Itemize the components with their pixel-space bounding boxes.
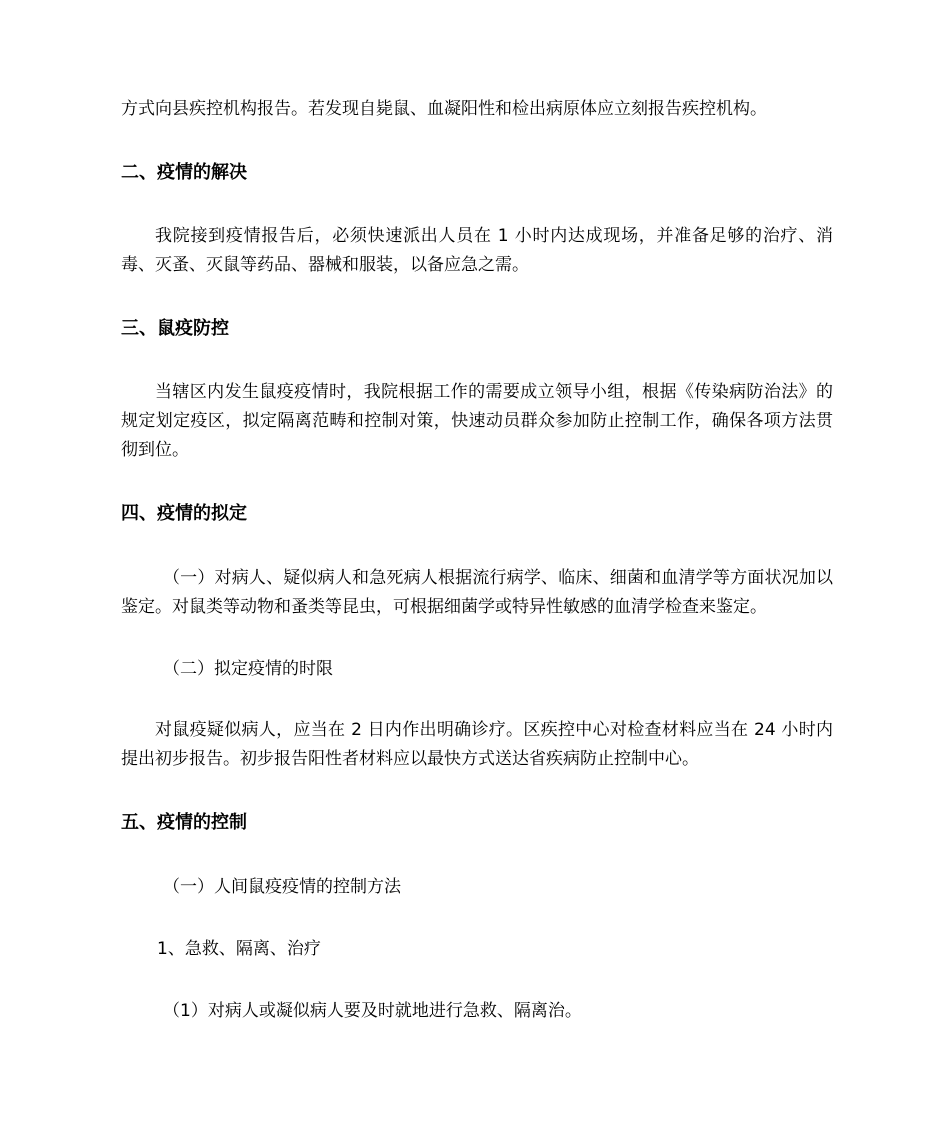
section-3-paragraph: 当辖区内发生鼠疫疫情时，我院根据工作的需要成立领导小组，根据《传染病防治法》的规定划定疫区，拟定隔离范畴和控制对策，快速动员群众参加防止控制工作，确保各项方法贯彻到位。 — [121, 382, 833, 460]
section-2-paragraph: 我院接到疫情报告后，必须快速派出人员在 1 小时内达成现场，并准备足够的治疗、消毒、灭蚤、灭鼠等药品、器械和服装，以备应急之需。 — [121, 226, 833, 275]
section-heading-4: 四、疫情的拟定 — [121, 503, 247, 524]
section-heading-2: 二、疫情的解决 — [121, 162, 247, 183]
section-4-paragraph-3: 对鼠疫疑似病人，应当在 2 日内作出明确诊疗。区疾控中心对检查材料应当在 24 小时内提出初步报告。初步报告阳性者材料应以最快方式送达省疾病防止控制中心。 — [121, 720, 833, 769]
intro-paragraph: 方式向县疾控机构报告。若发现自毙鼠、血凝阳性和检出病原体应立刻报告疾控机构。 — [121, 99, 767, 119]
section-4-paragraph-2: （二）拟定疫情的时限 — [163, 659, 333, 679]
section-heading-5: 五、疫情的控制 — [121, 812, 247, 833]
section-5-paragraph-3: （1）对病人或凝似病人要及时就地进行急救、隔离治。 — [163, 1001, 582, 1021]
section-5-paragraph-2: 1、急救、隔离、治疗 — [157, 939, 321, 959]
section-5-paragraph-1: （一）人间鼠疫疫情的控制方法 — [163, 877, 401, 897]
section-heading-3: 三、鼠疫防控 — [121, 318, 229, 339]
section-4-paragraph-1: （一）对病人、疑似病人和急死病人根据流行病学、临床、细菌和血清学等方面状况加以鉴定。对鼠类等动物和蚤类等昆虫，可根据细菌学或特异性敏感的血清学检查来鉴定。 — [121, 568, 833, 617]
